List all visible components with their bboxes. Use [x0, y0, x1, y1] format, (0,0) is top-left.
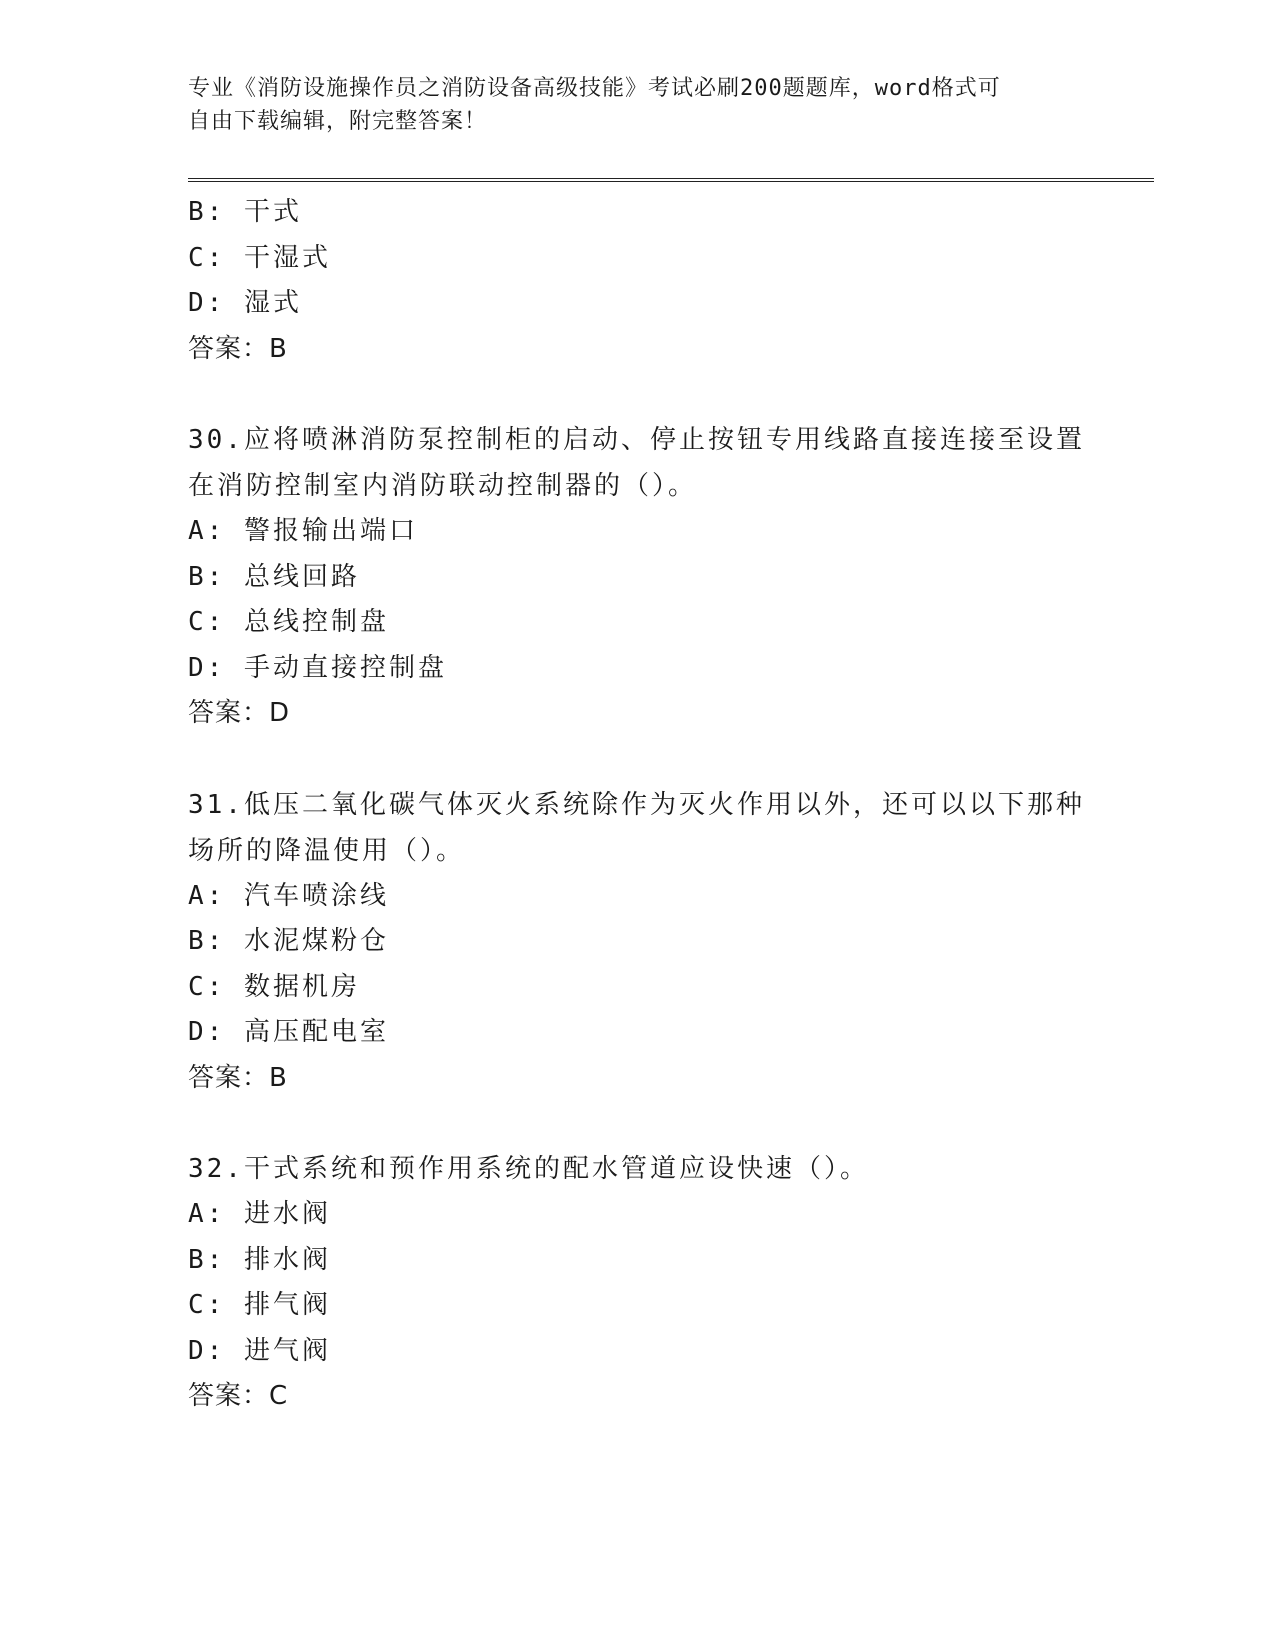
- option-c: C: 干湿式: [188, 242, 331, 273]
- question-stem-line: 30.应将喷淋消防泵控制柜的启动、停止按钮专用线路直接连接至设置: [188, 425, 1085, 455]
- spacer: [188, 1101, 1088, 1146]
- option-d: D: 湿式: [188, 288, 302, 318]
- option-b: B: 排水阀: [188, 1244, 331, 1275]
- question-stem-line: 在消防控制室内消防联动控制器的（）。: [188, 471, 698, 501]
- header-line-2: 自由下载编辑，附完整答案！: [188, 109, 488, 134]
- spacer: [188, 372, 1088, 417]
- question-block: [188, 1146, 1088, 1420]
- option-d: D: 高压配电室: [188, 1017, 389, 1047]
- question-stem-line: 场所的降温使用（）。: [188, 835, 466, 866]
- question-stem-line: 31.低压二氧化碳气体灭火系统除作为灭火作用以外，还可以以下那种: [188, 789, 1085, 820]
- question-block: [188, 782, 1088, 1102]
- header-divider: [188, 178, 1154, 182]
- answer-line: 答案：B: [188, 333, 288, 364]
- answer-line: 答案：B: [188, 1062, 288, 1093]
- question-fragment: [188, 190, 1088, 372]
- question-block: [188, 417, 1088, 737]
- option-b: B: 干式: [188, 197, 302, 227]
- option-b: B: 水泥煤粉仓: [188, 926, 389, 956]
- spacer: [188, 737, 1088, 782]
- option-a: A: 汽车喷涂线: [188, 880, 389, 911]
- option-c: C: 总线控制盘: [188, 607, 389, 637]
- header-line-1: 专业《消防设施操作员之消防设备高级技能》考试必刷200题题库，word格式可: [188, 76, 1001, 101]
- option-c: C: 数据机房: [188, 971, 360, 1002]
- option-c: C: 排气阀: [188, 1290, 331, 1320]
- option-b: B: 总线回路: [188, 561, 360, 592]
- answer-line: 答案：D: [188, 698, 291, 728]
- option-d: D: 手动直接控制盘: [188, 652, 447, 683]
- option-a: A: 警报输出端口: [188, 516, 418, 546]
- option-a: A: 进水阀: [188, 1199, 331, 1229]
- answer-line: 答案：C: [188, 1381, 289, 1411]
- question-list: [188, 190, 1088, 1420]
- question-stem-line: 32.干式系统和预作用系统的配水管道应设快速（）。: [188, 1154, 869, 1184]
- option-d: D: 进气阀: [188, 1335, 331, 1366]
- page-header: [188, 72, 1088, 138]
